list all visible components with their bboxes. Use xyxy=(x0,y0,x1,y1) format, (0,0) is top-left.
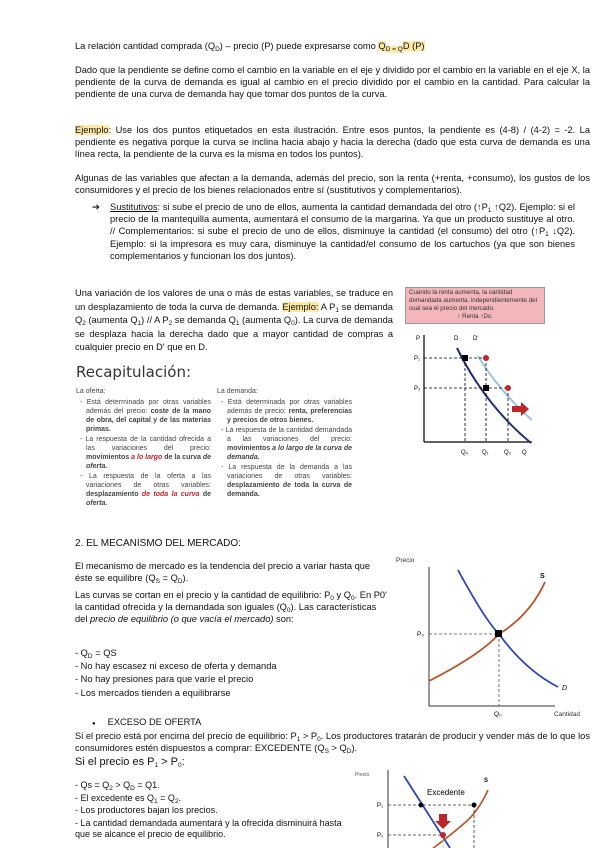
d-curve xyxy=(457,348,531,443)
text-run: movimientos xyxy=(227,445,273,452)
slope-paragraph xyxy=(75,64,590,101)
text-run: Si el precio está por encima del precio de equilibrio: P xyxy=(75,731,297,741)
point xyxy=(462,355,468,361)
text-run: ). Las características del xyxy=(75,602,377,625)
oferta-item xyxy=(86,472,211,508)
text-run: 0 xyxy=(291,320,295,327)
text-run: : Use los dos puntos etiquetados en esta ilustración. Entre esos puntos, la pendiente es (4-8) / (4-2) = -2. La pendiente es negativa porque la curva se inclina hacia abajo y hacia la derecha (dado que esta curva de demanda es una línea recta, la pendiente de la curva es la misma en todos los puntos). xyxy=(75,125,590,160)
text-run: Una variación de los valores de una o más de estas variables, se traduce en un desplazamiento de toda la curva de demanda. xyxy=(75,288,393,312)
text-run: Algunas de las variables que afectan a la demanda, además del precio, son la renta (+renta, +consumo), los gustos de los consumidores y el precio de los bienes relacionados entre sí (sustitutivos y complementarios). xyxy=(75,173,590,196)
y-axis-label: Precio xyxy=(355,772,370,778)
text-run: - Q xyxy=(75,648,88,658)
oferta-item xyxy=(86,398,211,434)
x-axis-label: Q xyxy=(522,450,527,456)
example-paragraph xyxy=(75,124,590,161)
text-run: desplazamiento de toda la curva de demanda. xyxy=(227,482,352,498)
s-label: S xyxy=(540,573,545,580)
curve-d2-label: D' xyxy=(473,336,479,342)
point xyxy=(505,385,511,391)
recap-title: Recapitulación: xyxy=(76,363,192,381)
curve-d-label: D xyxy=(454,336,459,342)
text-run: 0 xyxy=(286,607,291,615)
text-run: S xyxy=(324,748,329,756)
shift-paragraph xyxy=(75,287,393,355)
text-run: 0 xyxy=(330,595,334,602)
text-run: Está determinada por otras variables además del precio: xyxy=(86,399,211,415)
substitutes-paragraph xyxy=(110,201,575,262)
list-item xyxy=(75,687,375,699)
text-run: D xyxy=(130,785,135,792)
intro-line xyxy=(75,40,535,52)
s-label: S xyxy=(484,778,489,784)
p0-label: P₀ xyxy=(417,631,425,638)
point xyxy=(472,803,477,808)
text-run: Dado que la pendiente se define como el cambio en la variable en el eje y dividido por el cambio en la variable en el eje X, la pendiente de la curva de demanda es igual al cambio en el precio dividido por el cambio en la cantidad. Para calcular la pendiente de una curva de demanda hay que tomar dos puntos de la curva. xyxy=(75,65,590,100)
text-run: El mecanismo de mercado es la tendencia del precio a variar hasta que éste se equilibre (Q xyxy=(75,561,371,584)
q0-label: Q₀ xyxy=(461,450,469,456)
text-run: - La cantidad demandada aumentará y la ofrecida disminuirá hasta que se alcance el precio de equilibrio. xyxy=(75,817,342,839)
equilibrium-list xyxy=(75,647,375,700)
text-run: ). La curva de demanda se desplaza hacia la derecha dado que a mayor cantidad de compras a cualquier precio en D' que en D. xyxy=(75,315,393,352)
list-item xyxy=(75,780,350,792)
text-run: . Los productores tratarán de producir y vender más de lo que los consumidores estén dispuestos a comprar: EXCEDENTE (Q xyxy=(75,731,590,754)
equilibrium-graph xyxy=(390,545,590,720)
text-run: ↑Q2). Ejemplo: si el precio de la mantequilla aumenta, aumentará el consumo de la margarina. Ya que un producto sustituye al otro. // Complementarios: si sube el precio de uno de ellos, disminuye la cantidad (el consumo) del otro (↑P xyxy=(110,202,575,237)
x-axis-label: Cantidad xyxy=(554,711,581,718)
y-axis-label: P xyxy=(416,336,421,342)
text-run: 1 xyxy=(335,306,339,314)
income-note-box xyxy=(405,287,545,324)
variables-paragraph xyxy=(75,172,590,196)
text-run: coste de la mano de obra, del capital y de las materias primas. xyxy=(86,408,212,433)
text-run: = Q xyxy=(159,573,178,584)
y-axis-label: Precio xyxy=(396,557,415,564)
excess-paragraph xyxy=(75,730,590,754)
q2-label: Q₂ xyxy=(504,450,511,456)
text-run: 0 xyxy=(317,736,321,743)
text-run: ) // A P xyxy=(141,315,169,325)
list-item xyxy=(75,660,375,672)
excess-title: EXCESO DE OFERTA xyxy=(107,717,202,727)
market-mechanism-paragraph xyxy=(75,560,385,584)
text-run: S xyxy=(155,578,160,586)
text-run: D xyxy=(177,578,183,586)
equilibrium-paragraph xyxy=(75,589,387,626)
text-run: Está determinada por otras variables además de precio: xyxy=(227,399,352,415)
text-run: se demanda Q xyxy=(172,315,236,325)
text-run: . xyxy=(178,792,182,803)
oferta-heading: La oferta: xyxy=(76,388,106,395)
text-run: ↓Q2). Ejemplo: si la impresora es muy cara, disminuye la cantidad/el consumo de los cartuchos (ya que son bienes complementarios y funcionan los dos juntos). xyxy=(110,226,576,261)
excess-supply-graph xyxy=(350,768,500,848)
text-run: Q xyxy=(378,41,386,51)
text-run: 2 xyxy=(109,785,113,792)
text-run: a lo largo xyxy=(131,454,163,461)
text-run: = QS xyxy=(92,648,117,658)
list-item xyxy=(75,673,375,685)
d-label: D xyxy=(562,685,568,692)
text-run: > Q xyxy=(112,780,131,790)
text-run: D (P) xyxy=(402,41,425,51)
text-run: La respuesta de la cantidad demandada a las variaciones del precio: xyxy=(225,427,352,443)
text-run: - El excedente es Q xyxy=(75,792,155,803)
p2-label: P₂ xyxy=(414,386,421,392)
demanda-heading: La demanda: xyxy=(217,388,258,395)
text-run: 0 xyxy=(177,762,182,769)
text-run: 1 xyxy=(137,320,142,327)
text-run: (aumenta Q xyxy=(239,315,292,325)
text-run: D xyxy=(87,653,93,660)
text-run: > P xyxy=(158,756,178,768)
p0-label: P₀ xyxy=(377,833,384,839)
text-run: desplazamiento xyxy=(86,491,142,498)
demanda-item xyxy=(227,426,352,462)
text-run: ) – precio (P) puede expresarse como xyxy=(219,41,379,51)
text-run: 0 xyxy=(350,595,355,602)
text-run: oferta. xyxy=(86,500,108,507)
text-run: - Qs = Q xyxy=(75,780,110,790)
arrow-bullet-icon: ➔ xyxy=(92,202,100,212)
oferta-item xyxy=(86,435,211,471)
text-run: 1 xyxy=(487,207,492,214)
text-run: Las curvas se cortan en el precio y la cantidad de equilibrio: P xyxy=(75,590,331,600)
text-run: 1 xyxy=(235,320,240,327)
text-run: D = Q xyxy=(385,46,403,53)
text-run: = Q xyxy=(157,792,175,803)
text-run: 2 xyxy=(174,797,179,805)
bullet-icon: ● xyxy=(92,721,96,727)
text-run: Sustitutivos xyxy=(110,202,158,212)
income-note-text: Cuando la renta aumenta, la cantidad demandada aumenta, independientemente del cual sea el precio del mercado. xyxy=(409,289,537,312)
text-run: 1 xyxy=(296,736,301,743)
text-run: a lo largo de la curva de demanda. xyxy=(227,445,352,461)
p1-label: P₁ xyxy=(377,803,384,809)
demanda-item xyxy=(227,398,352,425)
text-run: D xyxy=(215,46,220,53)
point xyxy=(419,803,424,808)
text-run: Ejemplo xyxy=(75,125,109,135)
text-run: Ejemplo: xyxy=(282,301,319,312)
point xyxy=(483,355,489,361)
excess-supply-heading xyxy=(92,716,201,730)
text-run: precio de equilibrio (o que vacía el mercado) xyxy=(90,614,274,625)
text-run: = Q1. xyxy=(134,780,160,790)
excess-label: Excedente xyxy=(427,788,465,797)
text-run: Si el precio es P xyxy=(75,756,155,768)
text-run: La relación cantidad comprada (Q xyxy=(75,41,216,51)
q1-label: Q₁ xyxy=(482,450,489,456)
section-title: 2. EL MECANISMO DEL MERCADO: xyxy=(75,538,241,549)
recap-oferta xyxy=(76,387,211,509)
text-run: renta, preferencias y precios de otros bienes. xyxy=(227,408,352,424)
text-run: de oferta. xyxy=(86,454,211,470)
text-run: . En P0' la cantidad ofrecida y la demandada son iguales (Q xyxy=(75,590,387,613)
supply-curve xyxy=(420,790,488,848)
point xyxy=(440,832,446,838)
text-run: La respuesta de la oferta a las variaciones de otras variables: xyxy=(86,473,212,489)
p1-label: P₁ xyxy=(414,356,421,362)
text-run: 2 xyxy=(82,320,86,327)
text-run: se demanda Q xyxy=(75,301,393,325)
list-item xyxy=(75,805,350,817)
recap-demanda xyxy=(217,387,352,500)
q0-label: Q₀ xyxy=(494,711,502,718)
text-run: 1 xyxy=(545,231,549,239)
demanda-item xyxy=(227,463,352,499)
list-item xyxy=(75,793,350,805)
text-run: movimientos xyxy=(86,454,132,461)
text-run: : xyxy=(181,756,185,768)
list-item xyxy=(75,647,375,659)
text-run: La respuesta de la demanda a las variaciones de otras variables: xyxy=(227,464,352,480)
list-item xyxy=(75,818,350,841)
point xyxy=(483,385,489,391)
text-run: de la curva xyxy=(162,454,203,461)
text-run: 1 xyxy=(154,762,159,769)
equilibrium-point xyxy=(495,630,502,637)
text-run: La respuesta de la cantidad ofrecida a las variaciones del precio: xyxy=(85,436,211,452)
text-run: de toda la curva xyxy=(141,491,200,498)
text-run: (aumenta Q xyxy=(85,315,138,325)
text-run: ). xyxy=(182,573,189,584)
income-note-formula: ↑ Renta ↑Dx. xyxy=(457,313,493,320)
text-run: : si sube el precio de uno de ellos, aumenta la cantidad demandada del otro (↑P xyxy=(157,202,488,212)
text-run: son: xyxy=(273,614,294,625)
text-run: > P xyxy=(300,731,318,741)
text-run: A P xyxy=(318,301,336,312)
text-run: > Q xyxy=(328,743,347,754)
text-run: y Q xyxy=(333,590,351,600)
price-condition xyxy=(75,756,185,768)
demand-shift-graph xyxy=(400,330,540,465)
text-run: - Los productores bajan los precios. xyxy=(75,805,218,815)
text-run: de xyxy=(199,491,211,498)
text-run: ). xyxy=(351,743,358,754)
text-run: - Los mercados tienden a equilibrarse xyxy=(75,687,231,698)
text-run: D xyxy=(346,748,352,756)
text-run: - No hay escasez ni exceso de oferta y demanda xyxy=(75,661,277,672)
text-run: - No hay presiones para que varíe el precio xyxy=(75,674,254,685)
text-run: 2 xyxy=(168,320,173,327)
text-run: 1 xyxy=(154,797,158,805)
excess-list xyxy=(75,780,350,842)
